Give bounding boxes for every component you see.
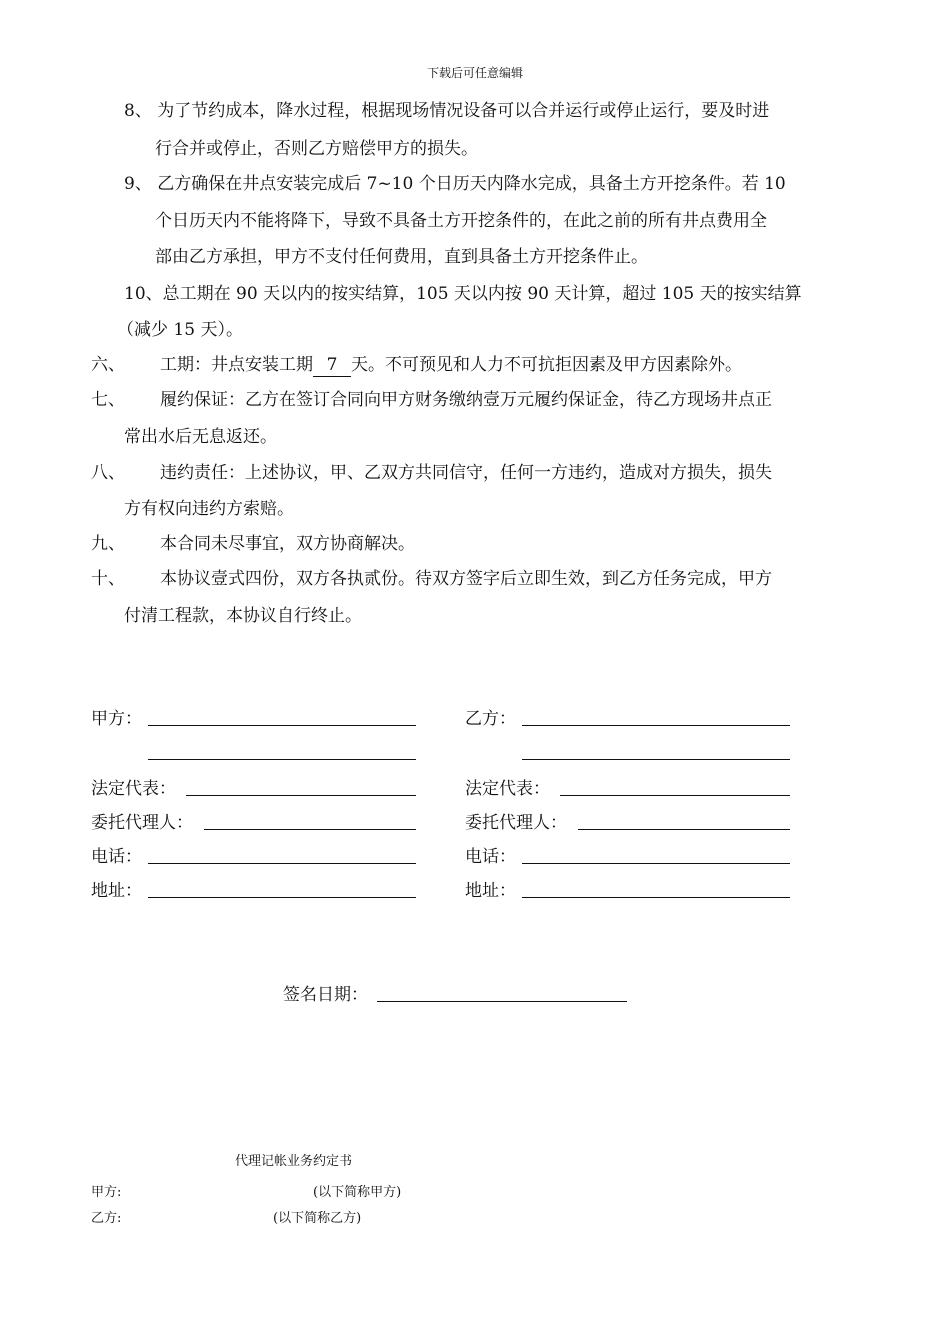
sign-date-label: 签名日期： xyxy=(283,985,368,1005)
party-b-phone-line[interactable] xyxy=(522,863,790,864)
party-b-name-line[interactable] xyxy=(522,725,790,726)
party-a-address-label: 地址： xyxy=(91,881,142,901)
party-a-rep-label: 法定代表： xyxy=(91,779,176,799)
party-b-rep-label: 法定代表： xyxy=(465,779,550,799)
section-7-line-2: 常出水后无息返还。 xyxy=(124,427,277,447)
party-a-address-line[interactable] xyxy=(148,897,416,898)
construction-days-value: 7 xyxy=(313,354,351,377)
party-b-rep-line[interactable] xyxy=(560,795,790,796)
footer-party-a-label: 甲方: xyxy=(91,1185,122,1200)
party-a-phone-label: 电话： xyxy=(91,847,142,867)
clause-8-line-2: 行合并或停止，否则乙方赔偿甲方的损失。 xyxy=(155,139,478,159)
section-6-number: 六、 xyxy=(91,355,125,375)
party-a-name-line[interactable] xyxy=(148,725,416,726)
page-header: 下载后可任意编辑 xyxy=(426,66,523,80)
section-6-post: 天。不可预见和人力不可抗拒因素及甲方因素除外。 xyxy=(351,355,742,375)
clause-8-line-1: 8、 为了节约成本，降水过程，根据现场情况设备可以合并运行或停止运行，要及时进 xyxy=(124,101,770,121)
clause-9-line-1: 9、 乙方确保在井点安装完成后 7~10 个日历天内降水完成，具备土方开挖条件。若 10 xyxy=(124,174,786,194)
section-7-line-1: 履约保证：乙方在签订合同向甲方财务缴纳壹万元履约保证金，待乙方现场井点正 xyxy=(160,390,772,410)
section-10-number: 十、 xyxy=(91,569,125,589)
section-9-number: 九、 xyxy=(91,534,125,554)
party-b-agent-line[interactable] xyxy=(578,829,790,830)
party-b-agent-label: 委托代理人： xyxy=(465,813,567,833)
clause-10-line-2: （减少 15 天）。 xyxy=(117,320,243,340)
section-10-line-2: 付清工程款，本协议自行终止。 xyxy=(124,606,362,626)
clause-9-line-3: 部由乙方承担，甲方不支付任何费用，直到具备土方开挖条件止。 xyxy=(155,247,648,267)
section-6-pre: 工期：井点安装工期 xyxy=(160,355,313,375)
section-9-line-1: 本合同未尽事宜，双方协商解决。 xyxy=(160,534,415,554)
section-8-number: 八、 xyxy=(91,463,125,483)
party-b-address-label: 地址： xyxy=(465,881,516,901)
clause-9-line-2: 个日历天内不能将降下，导致不具备土方开挖条件的，在此之前的所有井点费用全 xyxy=(155,211,767,231)
clause-10-line-1: 10、总工期在 90 天以内的按实结算，105 天以内按 90 天计算，超过 105 天的按实结算 xyxy=(124,284,802,304)
party-b-name-line-2[interactable] xyxy=(522,759,790,760)
section-8-line-1: 违约责任：上述协议，甲、乙双方共同信守，任何一方违约，造成对方损失，损失 xyxy=(160,463,772,483)
party-a-agent-label: 委托代理人： xyxy=(91,813,193,833)
section-8-line-2: 方有权向违约方索赔。 xyxy=(124,499,294,519)
sign-date-line[interactable] xyxy=(377,1001,627,1002)
footer-party-b-note: (以下简称乙方) xyxy=(273,1211,362,1226)
party-a-phone-line[interactable] xyxy=(148,863,416,864)
party-b-address-line[interactable] xyxy=(522,897,790,898)
section-6-text xyxy=(160,354,742,377)
section-10-line-1: 本协议壹式四份，双方各执贰份。待双方签字后立即生效，到乙方任务完成，甲方 xyxy=(160,569,772,589)
party-a-rep-line[interactable] xyxy=(186,795,416,796)
party-a-name-line-2[interactable] xyxy=(148,759,416,760)
footer-party-a-note: (以下简称甲方) xyxy=(313,1185,402,1200)
party-a-label: 甲方： xyxy=(91,709,142,729)
party-a-agent-line[interactable] xyxy=(204,829,416,830)
party-b-phone-label: 电话： xyxy=(465,847,516,867)
footer-party-b-label: 乙方: xyxy=(91,1211,122,1226)
party-b-label: 乙方： xyxy=(465,709,516,729)
next-document-title: 代理记帐业务约定书 xyxy=(235,1154,353,1169)
section-7-number: 七、 xyxy=(91,390,125,410)
